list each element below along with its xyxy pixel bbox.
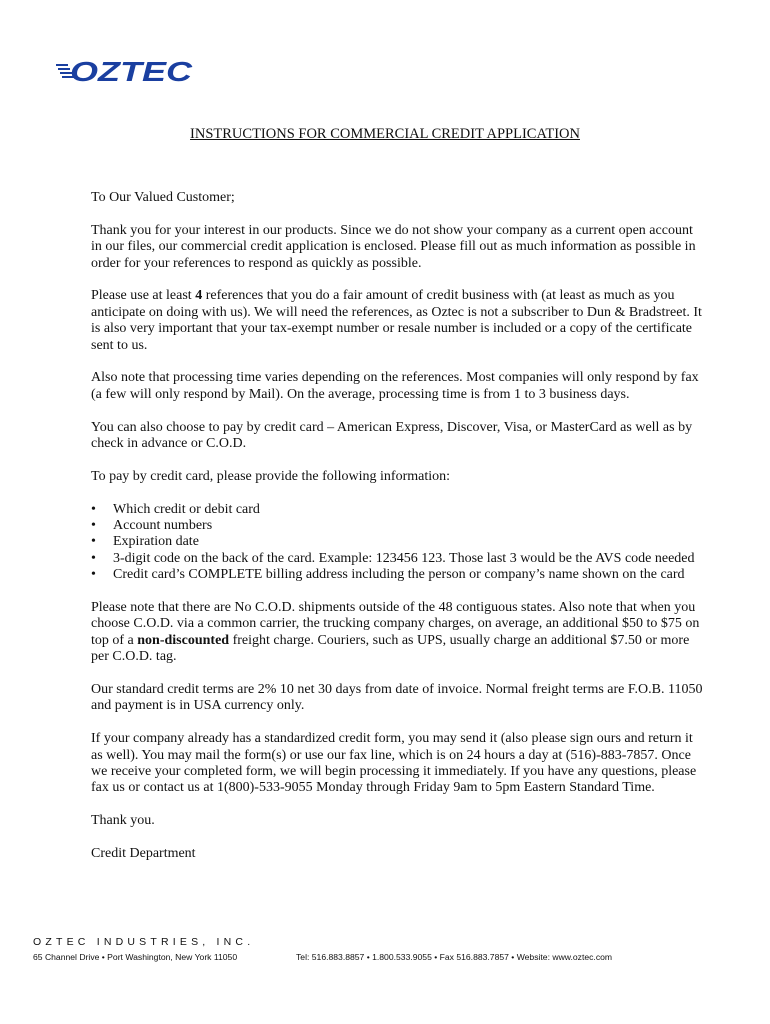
- bullet-icon: •: [91, 518, 96, 534]
- paragraph-processing-time: Also note that processing time varies depending on the references. Most companies will only respond by fax (a few will only respond by Mail). On the average, processing time is from 1 to 3 business days.: [91, 370, 699, 402]
- bullet-icon: •: [91, 567, 96, 583]
- paragraph-credit-terms: Our standard credit terms are 2% 10 net 30 days from date of invoice. Normal freight terms are F.O.B. 11050 and payment is in USA currency only.: [91, 682, 703, 714]
- bullet-icon: •: [91, 534, 96, 550]
- list-item: • Which credit or debit card: [91, 501, 260, 517]
- closing: Thank you.: [91, 813, 155, 829]
- list-item: • Credit card’s COMPLETE billing address including the person or company’s name shown on the card: [91, 567, 685, 583]
- paragraph-payment-options: You can also choose to pay by credit card – American Express, Discover, Visa, or MasterCard as well as by check in advance or C.O.D.: [91, 419, 693, 452]
- letter-body: [91, 190, 703, 879]
- bullet-icon: •: [91, 550, 96, 566]
- credit-card-info-list: [91, 502, 703, 584]
- bullet-icon: •: [91, 501, 96, 517]
- greeting: To Our Valued Customer;: [91, 190, 235, 205]
- list-item: • Account numbers: [91, 518, 213, 534]
- svg-text:OZTEC: OZTEC: [70, 56, 193, 86]
- footer-company-name: OZTEC INDUSTRIES, INC.: [33, 936, 255, 948]
- paragraph-intro: Thank you for your interest in our products. Since we do not show your company as a current open account in our files, our commercial credit application is enclosed. Please fill out as much information as possible in order for your references to respond as quickly as possible.: [91, 222, 696, 271]
- oztec-logo: [56, 56, 196, 86]
- page-title: INSTRUCTIONS FOR COMMERCIAL CREDIT APPLICATION: [190, 126, 580, 142]
- list-item: • 3-digit code on the back of the card. Example: 123456 123. Those last 3 would be the AVS code needed: [91, 550, 695, 566]
- signature: Credit Department: [91, 846, 196, 862]
- footer-contact: Tel: 516.883.8857 • 1.800.533.9055 • Fax 516.883.7857 • Website: www.oztec.com: [296, 952, 613, 962]
- paragraph-references: Please use at least 4 references that you do a fair amount of credit business with (at least as much as you anticipate on doing with us). We will need the references, as Oztec is not a subscriber to Dun & Bradstreet. It is also very important that your tax-exempt number or resale number is included or a copy of the certificate sent to us.: [91, 288, 702, 353]
- paragraph-contact: If your company already has a standardized credit form, you may send it (also please sign ours and return it as well). You may mail the form(s) or use our fax line, which is on 24 hours a day at (516)-883-7857. Once we receive your completed form, we will begin processing it immediately. If you have any questions, please fax us or contact us at 1(800)-533-9055 Monday through Friday 9am to 5pm Eastern Standard Time.: [91, 731, 697, 796]
- paragraph-cod: Please note that there are No C.O.D. shipments outside of the 48 contiguous states. Also note that when you choose C.O.D. via a common carrier, the trucking company charges, on average, an additional $50 to $75 on top of a non-discounted freight charge. Couriers, such as UPS, usually charge an additional $7.50 or more per C.O.D. tag.: [91, 600, 700, 665]
- list-item: • Expiration date: [91, 534, 199, 550]
- paragraph-credit-card-intro: To pay by credit card, please provide the following information:: [91, 468, 451, 484]
- footer-address: 65 Channel Drive • Port Washington, New York 11050: [33, 952, 238, 962]
